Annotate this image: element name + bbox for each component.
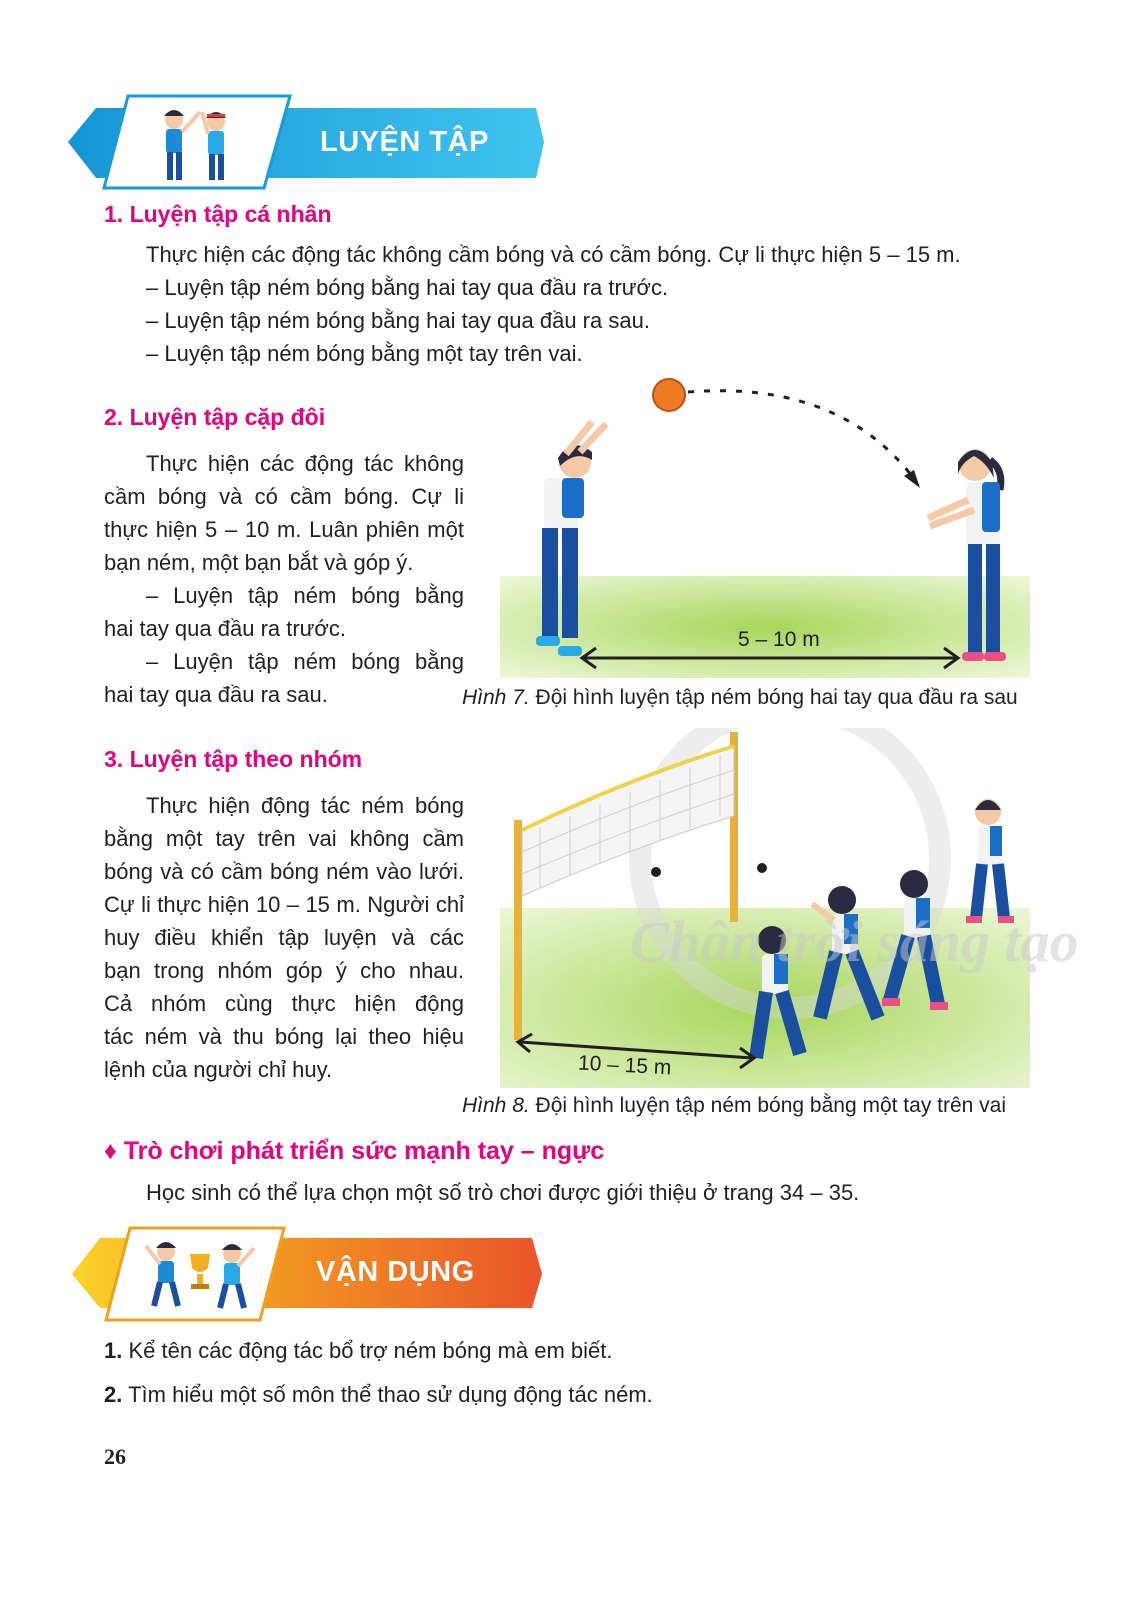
apply-banner-title: VẬN DỤNG [316, 1256, 475, 1288]
commander-girl-figure [966, 799, 1014, 923]
section3-line: Cả nhóm cùng thực hiện động [104, 991, 464, 1016]
section1-item: – Luyện tập ném bóng bằng hai tay qua đầu ra sau. [146, 308, 650, 333]
ball-icon [757, 863, 767, 873]
section3-line: tác ném và thu bóng lại theo hiệu [104, 1024, 464, 1049]
figure8-caption [462, 1094, 1006, 1118]
figure8-illustration [500, 728, 1079, 1090]
section3-heading: 3. Luyện tập theo nhóm [104, 746, 363, 772]
section2-line: bạn ném, một bạn bắt và góp ý. [104, 550, 414, 575]
question-number: 2. [104, 1382, 123, 1407]
section3-line: Thực hiện động tác ném bóng [146, 793, 464, 818]
figure7-caption-label: Hình 7. [462, 686, 530, 709]
question-text: Tìm hiểu một số môn thể thao sử dụng động tác ném. [122, 1382, 653, 1407]
practice-banner-title: LUYỆN TẬP [320, 126, 489, 158]
question-item [104, 1338, 613, 1364]
figure8-watermark-text: Chân trời sáng tạo [630, 909, 1079, 974]
question-number: 1. [104, 1338, 123, 1363]
apply-banner [72, 1226, 552, 1324]
section2-line: cầm bóng và có cầm bóng. Cự li [104, 484, 464, 509]
section2-body [104, 447, 464, 711]
section3-line: bạn trong nhóm góp ý cho nhau. [104, 958, 464, 983]
section2-line: hai tay qua đầu ra sau. [104, 682, 328, 707]
figure8-caption-label: Hình 8. [462, 1094, 530, 1117]
section2-line: – Luyện tập ném bóng bằng [146, 583, 464, 608]
section2-heading: 2. Luyện tập cặp đôi [104, 404, 326, 430]
ball-icon [651, 867, 661, 877]
section1-item: – Luyện tập ném bóng bằng một tay trên vai. [146, 341, 583, 366]
game-title: ♦ Trò chơi phát triển sức mạnh tay – ngực [104, 1137, 605, 1165]
question-text: Kể tên các động tác bổ trợ ném bóng mà em biết. [122, 1338, 613, 1363]
figure7-illustration [500, 370, 1040, 680]
practice-banner [68, 94, 548, 192]
figure7-distance-label: 5 – 10 m [738, 628, 820, 651]
figure7-caption-text: Đội hình luyện tập ném bóng hai tay qua đầu ra sau [529, 686, 1018, 709]
figure8-distance-label: 10 – 15 m [577, 1051, 672, 1080]
question-item [104, 1382, 653, 1408]
figure8-caption-text: Đội hình luyện tập ném bóng bằng một tay trên vai [529, 1094, 1007, 1117]
section1-body [146, 238, 1046, 370]
section3-line: huy điều khiển tập luyện và các [104, 925, 464, 950]
section1-intro: Thực hiện các động tác không cầm bóng và có cầm bóng. Cự li thực hiện 5 – 15 m. [146, 242, 961, 267]
apply-banner-shape [72, 1226, 552, 1324]
section3-line: bằng một tay trên vai không cầm [104, 826, 464, 851]
ball-icon [653, 379, 685, 411]
page-number: 26 [104, 1444, 126, 1469]
figure7-caption [462, 686, 1018, 710]
section3-body [104, 789, 464, 1086]
section3-line: bóng và có cầm bóng ném vào lưới. [104, 859, 464, 884]
section1-item: – Luyện tập ném bóng bằng hai tay qua đầu ra trước. [146, 275, 669, 300]
section1-heading: 1. Luyện tập cá nhân [104, 201, 332, 227]
section2-line: – Luyện tập ném bóng bằng [146, 649, 464, 674]
section3-line: lệnh của người chỉ huy. [104, 1057, 333, 1082]
ball-trajectory [688, 391, 915, 480]
section2-line: Thực hiện các động tác không [146, 451, 464, 476]
section3-line: Cự li thực hiện 10 – 15 m. Người chỉ [104, 892, 464, 917]
section2-line: thực hiện 5 – 10 m. Luân phiên một [104, 517, 464, 542]
game-text: Học sinh có thể lựa chọn một số trò chơi được giới thiệu ở trang 34 – 35. [146, 1180, 860, 1205]
section2-line: hai tay qua đầu ra trước. [104, 616, 346, 641]
